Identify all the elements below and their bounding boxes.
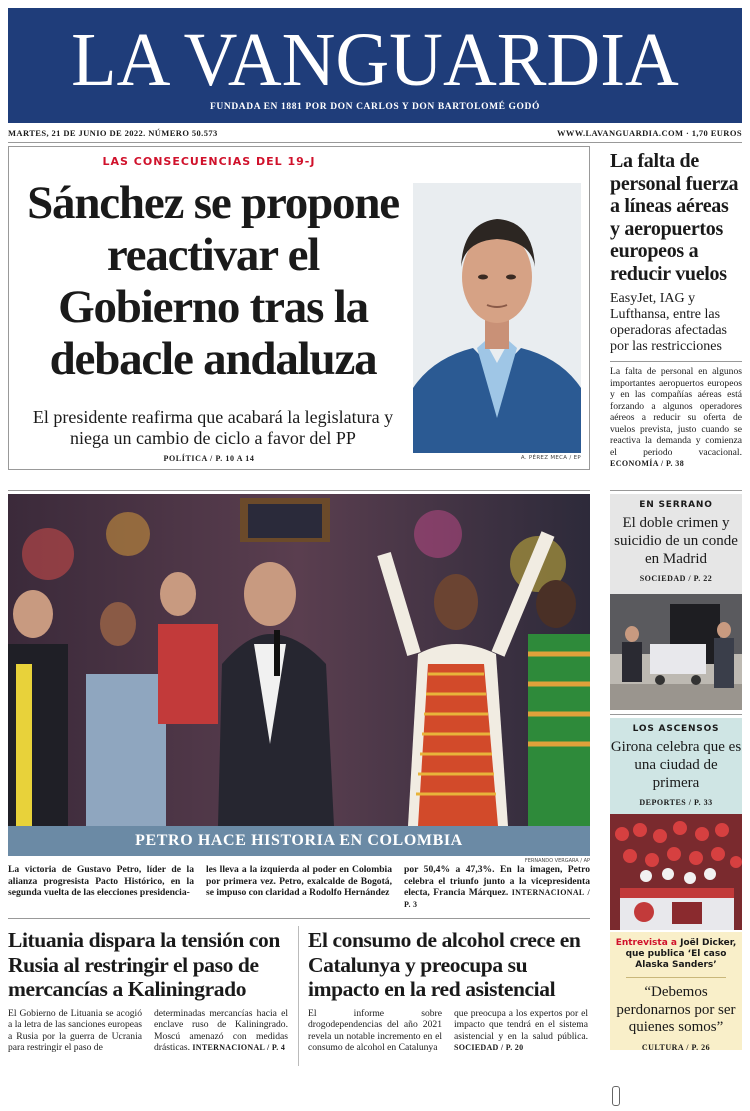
lead-headline[interactable]: Sánchez se propone reactivar el Gobierno tras la debacle andaluza [27, 177, 399, 385]
petro-section-tag: INTERNACIONAL / P. 3 [404, 888, 590, 909]
divider [610, 490, 742, 491]
sanchez-photo[interactable] [413, 183, 581, 453]
airlines-headline[interactable]: La falta de personal fuerza a líneas aéreas y aeropuertos europeos a reducir vuelos [610, 150, 739, 285]
dateline [8, 128, 742, 142]
column-divider [298, 926, 299, 1066]
girona-kicker: LOS ASCENSOS [632, 724, 720, 734]
lituania-body-col2-text: determinadas mercancías hacia el enclave ruso de Kaliningrado. Moscú amenazó con medidas drásticas. [154, 1007, 288, 1053]
petro-caption-name: Rodolfo Hernández [309, 887, 390, 898]
street-scene-illustration [610, 594, 742, 710]
lead-photo-credit: A. PÉREZ MECA / EP [520, 455, 581, 461]
lituania-body-col1: El Gobierno de Lituania se acogió a la letra de las sanciones europeas a Rusia por la guerra de Ucrania para restringir el paso de [8, 1007, 142, 1053]
serrano-headline[interactable]: El doble crimen y suicidio de un conde en Madrid [614, 515, 738, 567]
interview-label: Entrevista a [615, 938, 677, 948]
petro-caption-col2 [206, 864, 392, 899]
crowd-illustration [8, 494, 590, 826]
petro-caption-vp-name: Francia Márquez. [433, 887, 509, 898]
lead-section: POLÍTICA / P. 10 A 14 [163, 454, 255, 463]
lead-kicker: LAS CONSECUENCIAS DEL 19-J [102, 155, 316, 168]
airlines-story[interactable] [610, 150, 742, 470]
alcohol-story[interactable] [308, 928, 590, 1060]
airlines-section-tag: ECONOMÍA / P. 38 [610, 459, 685, 468]
airlines-deck: EasyJet, IAG y Lufthansa, entre las operadoras afectadas por las restricciones [610, 291, 727, 354]
lead-deck: El presidente reafirma que acabará la legislatura y niega un cambio de ciclo a favor del PP [32, 407, 394, 448]
newspaper-logo[interactable]: LA VANGUARDIA [71, 18, 679, 102]
lituania-body-col2 [154, 1008, 288, 1054]
dicker-headline[interactable]: “Debemos perdonarnos por ser quienes somos” [616, 984, 736, 1035]
serrano-card[interactable] [610, 494, 742, 594]
lituania-headline[interactable]: Lituania dispara la tensión con Rusia al restringir el paso de mercancías a Kaliningrado [8, 928, 280, 1001]
girona-card[interactable] [610, 718, 742, 814]
alcohol-body-col2 [454, 1008, 588, 1054]
petro-celebration-photo[interactable] [8, 494, 590, 826]
masthead [8, 8, 742, 123]
airlines-body [610, 366, 742, 470]
dicker-card[interactable] [610, 932, 742, 1050]
divider [610, 714, 742, 715]
lituania-section-tag: INTERNACIONAL / P. 4 [192, 1043, 286, 1052]
dicker-interview-line [610, 938, 742, 971]
petro-caption-col3-text: por 50,4% a 47,3%. En la imagen, Petro celebra el triunfo junto a la vicepresidenta electa, [404, 864, 590, 898]
founded-line: FUNDADA EN 1881 POR DON CARLOS Y DON BARTOLOMÉ GODÓ [210, 102, 540, 112]
divider [8, 142, 742, 143]
divider [8, 918, 590, 919]
petro-caption-col1: La victoria de Gustavo Petro, líder de la alianza progresista Pacto Histórico, en la segunda vuelta de las elecciones presidencia- [8, 864, 194, 898]
girona-photo[interactable] [610, 814, 742, 930]
girona-section: DEPORTES / P. 33 [639, 798, 713, 807]
petro-banner[interactable]: PETRO HACE HISTORIA EN COLOMBIA [8, 826, 590, 856]
alcohol-body-col1: El informe sobre drogodependencias del año 2021 revela un notable incremento en el consumo de alcohol en Catalunya [308, 1007, 442, 1053]
serrano-photo[interactable] [610, 594, 742, 710]
lituania-story[interactable] [8, 928, 290, 1060]
divider [610, 361, 742, 362]
site-and-price[interactable]: WWW.LAVANGUARDIA.COM · 1,70 EUROS [557, 128, 742, 138]
divider [626, 977, 726, 978]
alcohol-body [308, 1008, 590, 1060]
interviewee: Joël Dicker, que publica ‘El caso Alaska Sanders’ [625, 938, 737, 970]
portrait-illustration [413, 183, 581, 453]
alcohol-headline[interactable]: El consumo de alcohol crece en Catalunya y preocupa su impacto en la red asistencial [308, 928, 581, 1001]
alcohol-body-col2-text: que preocupa a los expertos por el impacto que tendrá en el sistema asistencial y en la salud pública. [454, 1007, 588, 1042]
alcohol-section-tag: SOCIEDAD / P. 20 [454, 1043, 524, 1052]
barcode-mark [612, 1086, 620, 1106]
issue-date: MARTES, 21 DE JUNIO DE 2022. NÚMERO 50.573 [8, 128, 218, 138]
petro-caption-col2-text: les lleva a la izquierda al poder en Colombia por primera vez. Petro, exalcalde de Bogotá, se impuso con claridad a [206, 864, 392, 898]
petro-caption-col3 [404, 864, 590, 910]
lituania-body [8, 1008, 290, 1060]
girona-headline[interactable]: Girona celebra que es una ciudad de primera [610, 739, 742, 791]
lead-story[interactable] [8, 146, 590, 470]
celebration-bus-illustration [610, 814, 742, 930]
airlines-body-text: La falta de personal en algunos importantes aeropuertos europeos y en las compañías aéreas está forzando a algunos operadores aéreos a reducir su oferta de vuelos prevista, justo cuando se reactiva la demanda y comienza el periodo vacacional. [610, 366, 742, 458]
serrano-section: SOCIEDAD / P. 22 [639, 574, 713, 583]
dicker-section: CULTURA / P. 26 [641, 1042, 711, 1050]
serrano-kicker: EN SERRANO [639, 500, 713, 510]
petro-photo-credit: FERNANDO VERGARA / AP [524, 858, 590, 864]
divider [8, 490, 590, 491]
